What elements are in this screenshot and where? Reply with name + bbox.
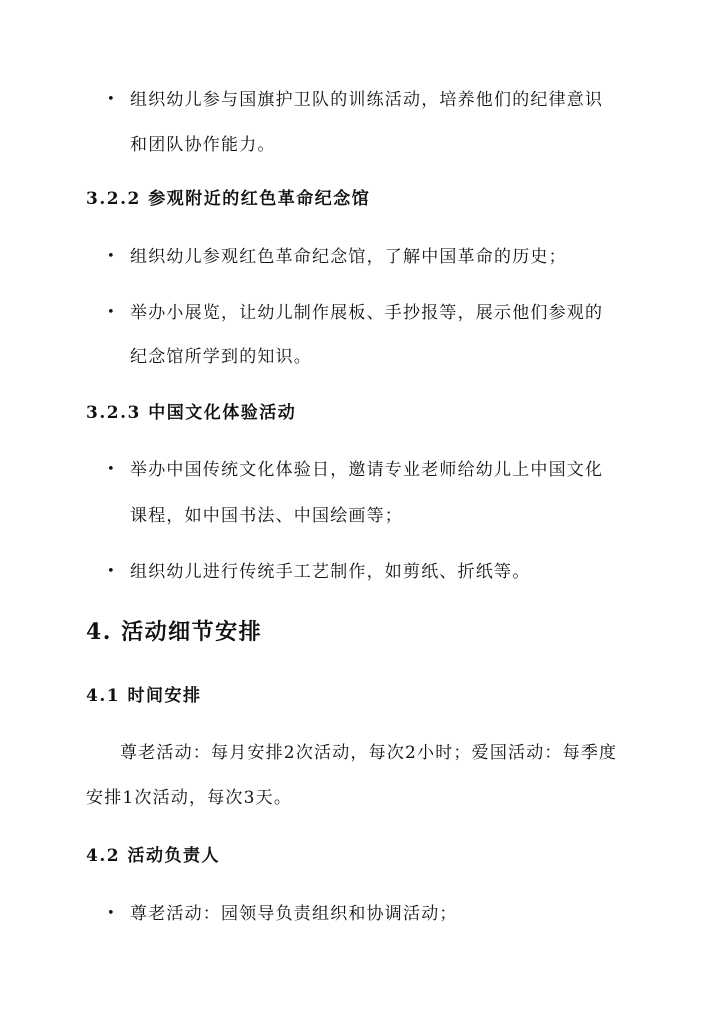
list-item-text: 组织幼儿参观红色革命纪念馆，了解中国革命的历史； (130, 247, 567, 267)
section-heading-4: 4. 活动细节安排 (86, 619, 263, 645)
section-heading-3-2-2: 3.2.2 参观附近的红色革命纪念馆 (86, 189, 371, 209)
section-heading-3-2-3: 3.2.3 中国文化体验活动 (86, 403, 297, 423)
section-heading-4-1: 4.1 时间安排 (86, 686, 202, 706)
bullet-marker: • (107, 564, 115, 579)
bullet-marker: • (107, 462, 115, 477)
list-item-text: 举办中国传统文化体验日，邀请专业老师给幼儿上中国文化 (130, 460, 604, 480)
list-item-text: 尊老活动：园领导负责组织和协调活动； (130, 904, 458, 924)
bullet-marker: • (107, 249, 115, 264)
section-heading-4-2: 4.2 活动负责人 (86, 846, 220, 866)
list-item-text: 举办小展览，让幼儿制作展板、手抄报等，展示他们参观的 (130, 303, 604, 323)
list-item-text-continued: 和团队协作能力。 (130, 135, 276, 155)
bullet-marker: • (107, 305, 115, 320)
paragraph-text-continued: 安排1次活动，每次3天。 (86, 788, 293, 808)
list-item-text-continued: 纪念馆所学到的知识。 (130, 347, 312, 367)
bullet-marker: • (107, 92, 115, 107)
list-item-text: 组织幼儿进行传统手工艺制作，如剪纸、折纸等。 (130, 562, 531, 582)
list-item-text-continued: 课程，如中国书法、中国绘画等； (130, 506, 403, 526)
list-item-text: 组织幼儿参与国旗护卫队的训练活动，培养他们的纪律意识 (130, 90, 604, 110)
bullet-marker: • (107, 906, 115, 921)
paragraph-text: 尊老活动：每月安排2次活动，每次2小时；爱国活动：每季度 (120, 743, 618, 763)
